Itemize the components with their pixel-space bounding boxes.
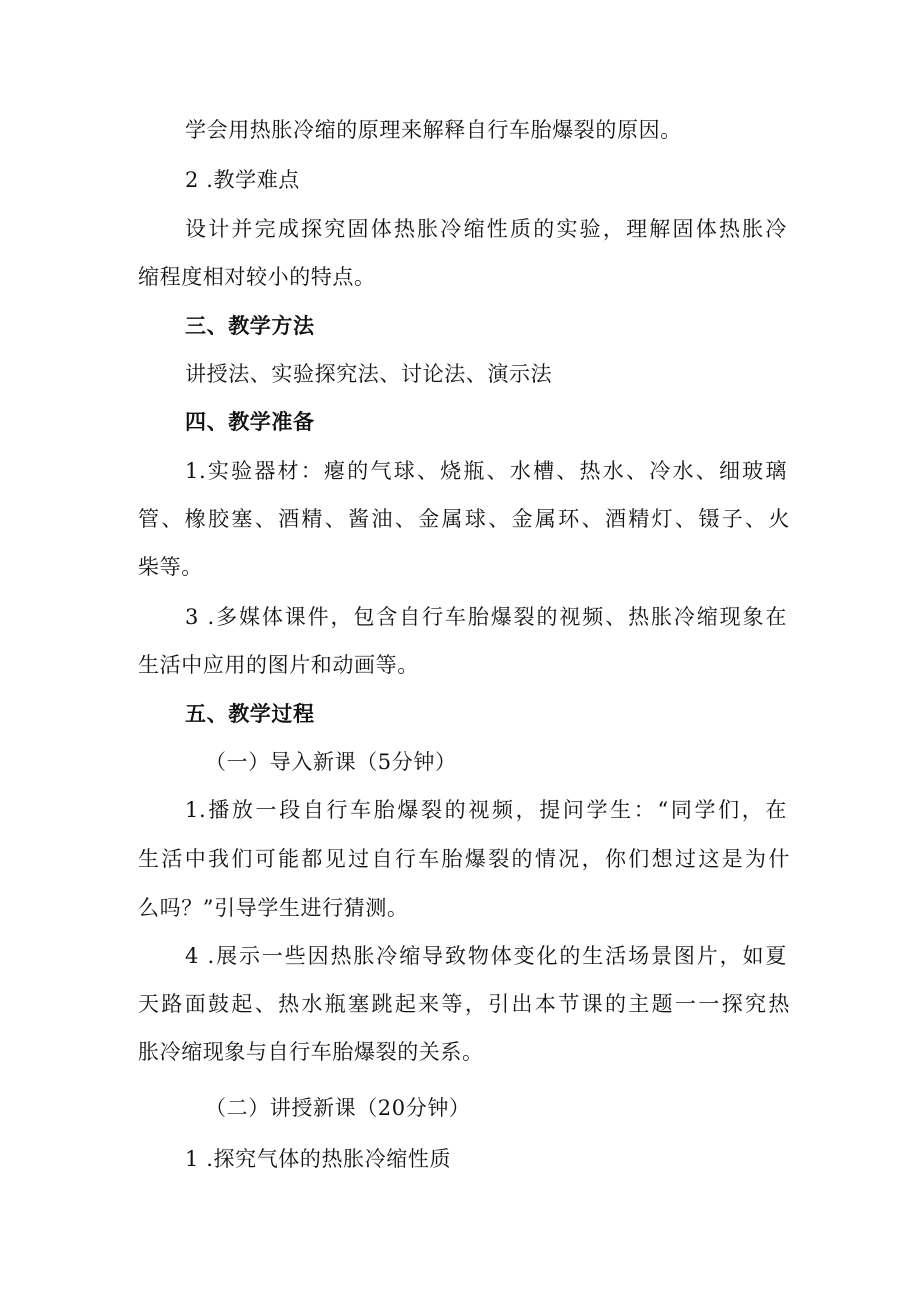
paragraph-line: 1.实验器材：瘪的气球、烧瓶、水槽、热水、冷水、细玻璃 xyxy=(185,459,787,483)
paragraph-line: 柴等。 xyxy=(138,555,203,579)
subsection-heading-intro: （一）导入新课（5分钟） xyxy=(205,750,457,774)
section-heading-teaching-methods: 三、教学方法 xyxy=(185,314,315,338)
subheading-teaching-difficulty: 2 .教学难点 xyxy=(185,168,300,192)
section-heading-teaching-preparation: 四、教学准备 xyxy=(185,410,315,434)
subsection-heading-new-lesson: （二）讲授新课（20分钟） xyxy=(205,1096,471,1120)
paragraph-line: 生活中我们可能都见过自行车胎爆裂的情况，你们想过这是为什 xyxy=(138,847,790,871)
subheading-gas-expansion: 1 .探究气体的热胀冷缩性质 xyxy=(185,1147,452,1171)
paragraph-line: 1.播放一段自行车胎爆裂的视频，提问学生：“同学们，在 xyxy=(185,798,787,822)
paragraph-line: 设计并完成探究固体热胀冷缩性质的实验，理解固体热胀冷 xyxy=(185,217,787,241)
paragraph-line: 天路面鼓起、热水瓶塞跳起来等，引出本节课的主题一一探究热 xyxy=(138,992,790,1016)
paragraph-line: 缩程度相对较小的特点。 xyxy=(138,265,376,289)
section-heading-teaching-process: 五、教学过程 xyxy=(185,702,315,726)
paragraph-line: 4 .展示一些因热胀冷缩导致物体变化的生活场景图片，如夏 xyxy=(185,944,787,968)
paragraph-line: 管、橡胶塞、酒精、酱油、金属球、金属环、酒精灯、镊子、火 xyxy=(138,507,790,531)
paragraph-line: 学会用热胀冷缩的原理来解释自行车胎爆裂的原因。 xyxy=(185,118,682,142)
paragraph-line: 胀冷缩现象与自行车胎爆裂的关系。 xyxy=(138,1040,484,1064)
paragraph-line: 3 .多媒体课件，包含自行车胎爆裂的视频、热胀冷缩现象在 xyxy=(185,605,787,629)
paragraph-line: 生活中应用的图片和动画等。 xyxy=(138,653,419,677)
paragraph-line: 讲授法、实验探究法、讨论法、演示法 xyxy=(185,362,553,386)
paragraph-line: 么吗？”引导学生进行猜测。 xyxy=(138,896,409,920)
